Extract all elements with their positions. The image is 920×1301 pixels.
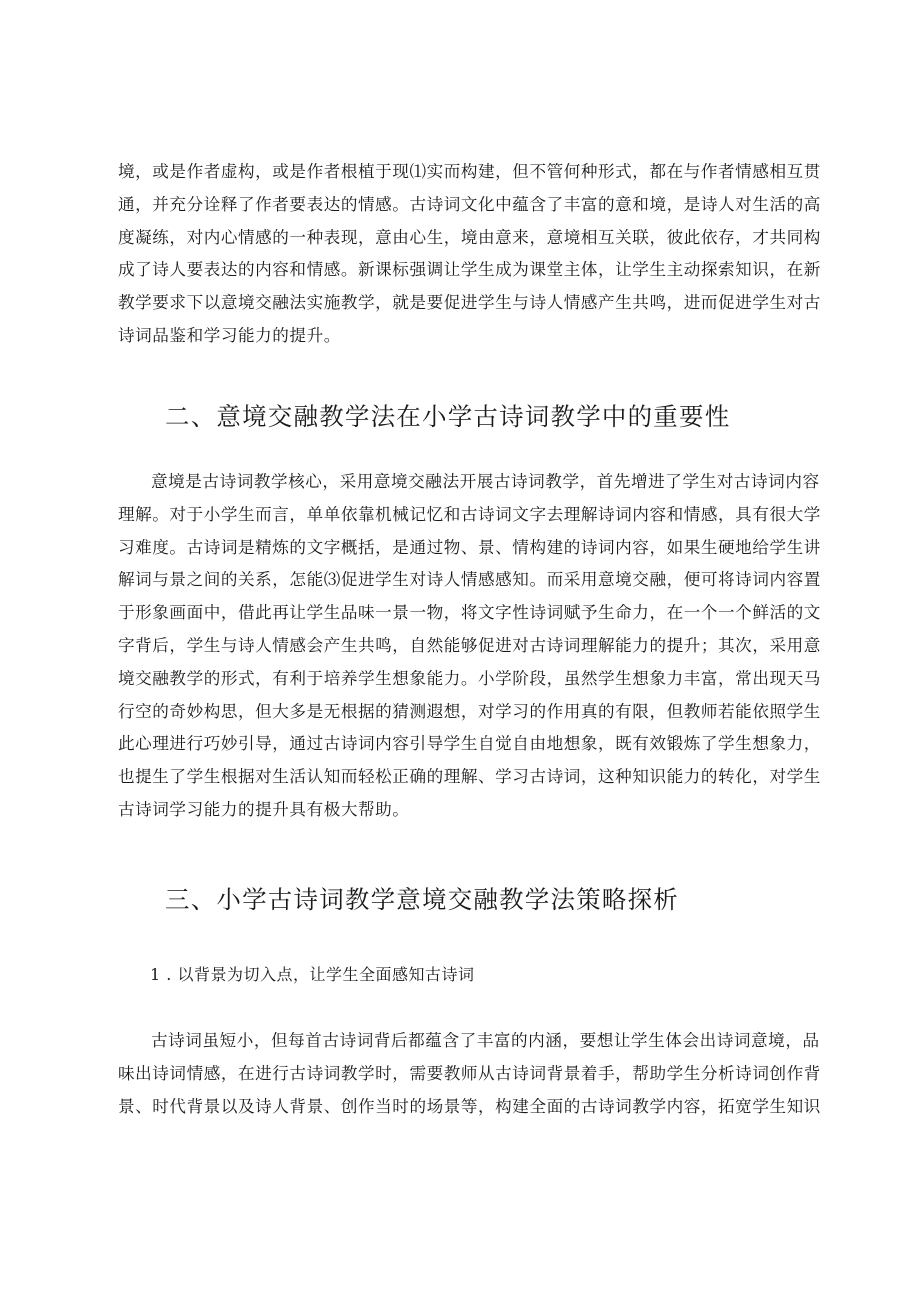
paragraph-line: 字背后，学生与诗人情感会产生共鸣，自然能够促进对古诗词理解能力的提升；其次，采用意 (118, 635, 821, 655)
paragraph-intro-continued (118, 156, 821, 353)
paragraph-line: 味出诗词情感，在进行古诗词教学时，需要教师从古诗词背景着手，帮助学生分析诗词创作背 (118, 1063, 821, 1083)
paragraph-line: 解词与景之间的关系，怎能⑶促进学生对诗人情感感知。而采用意境交融，便可将诗词内容置 (118, 570, 821, 590)
paragraph-line: 此心理进行巧妙引导，通过古诗词内容引导学生自觉自由地想象，既有效锻炼了学生想象力， (118, 734, 821, 754)
section-heading-2: 二、意境交融教学法在小学古诗词教学中的重要性 (165, 402, 731, 431)
paragraph-line: 意境是古诗词教学核心，采用意境交融法开展古诗词教学，首先增进了学生对古诗词内容 (151, 472, 820, 491)
paragraph-line: 通，并充分诠释了作者要表达的情感。古诗词文化中蕴含了丰富的意和境，是诗人对生活的高 (118, 194, 821, 214)
paragraph-line: 教学要求下以意境交融法实施教学，就是要促进学生与诗人情感产生共鸣，进而促进学生对古 (118, 293, 821, 313)
paragraph-line: 景、时代背景以及诗人背景、创作当时的场景等，构建全面的古诗词教学内容，拓宽学生知识 (118, 1096, 821, 1116)
subsection-heading-1: 1 . 以背景为切入点，让学生全面感知古诗词 (150, 965, 475, 984)
paragraph-line: 古诗词虽短小，但每首古诗词背后都蕴含了丰富的内涵，要想让学生体会出诗词意境，品 (151, 1031, 820, 1050)
paragraph-line: 诗词品鉴和学习能力的提升。 (118, 325, 341, 345)
paragraph-line: 度凝练，对内心情感的一种表现，意由心生，境由意来，意境相互关联，彼此依存，才共同构 (118, 227, 821, 247)
section-heading-3: 三、小学古诗词教学意境交融教学法策略探析 (165, 885, 679, 914)
paragraph-background-strategy (118, 1025, 821, 1123)
paragraph-line: 理解。对于小学生而言，单单依靠机械记忆和古诗词文字去理解诗词内容和情感，具有很大学 (118, 504, 821, 524)
paragraph-importance (118, 466, 821, 827)
paragraph-line: 成了诗人要表达的内容和情感。新课标强调让学生成为课堂主体，让学生主动探索知识，在新 (118, 260, 821, 280)
paragraph-line: 境交融教学的形式，有利于培养学生想象能力。小学阶段，虽然学生想象力丰富，常出现天马 (118, 668, 821, 688)
paragraph-line: 古诗词学习能力的提升具有极大帮助。 (118, 799, 410, 819)
paragraph-line: 行空的奇妙构思，但大多是无根据的猜测遐想，对学习的作用真的有限，但教师若能依照学生 (118, 701, 821, 721)
paragraph-line: 也提生了学生根据对生活认知而轻松正确的理解、学习古诗词，这种知识能力的转化，对学生 (118, 767, 821, 787)
paragraph-line: 境，或是作者虚构，或是作者根植于现⑴实而构建，但不管何种形式，都在与作者情感相互贯 (118, 162, 821, 181)
paragraph-line: 习难度。古诗词是精炼的文字概括，是通过物、景、情构建的诗词内容，如果生硬地给学生讲 (118, 537, 821, 557)
paragraph-line: 于形象画面中，借此再让学生品味一景一物，将文字性诗词赋予生命力，在一个一个鲜活的文 (118, 603, 821, 623)
